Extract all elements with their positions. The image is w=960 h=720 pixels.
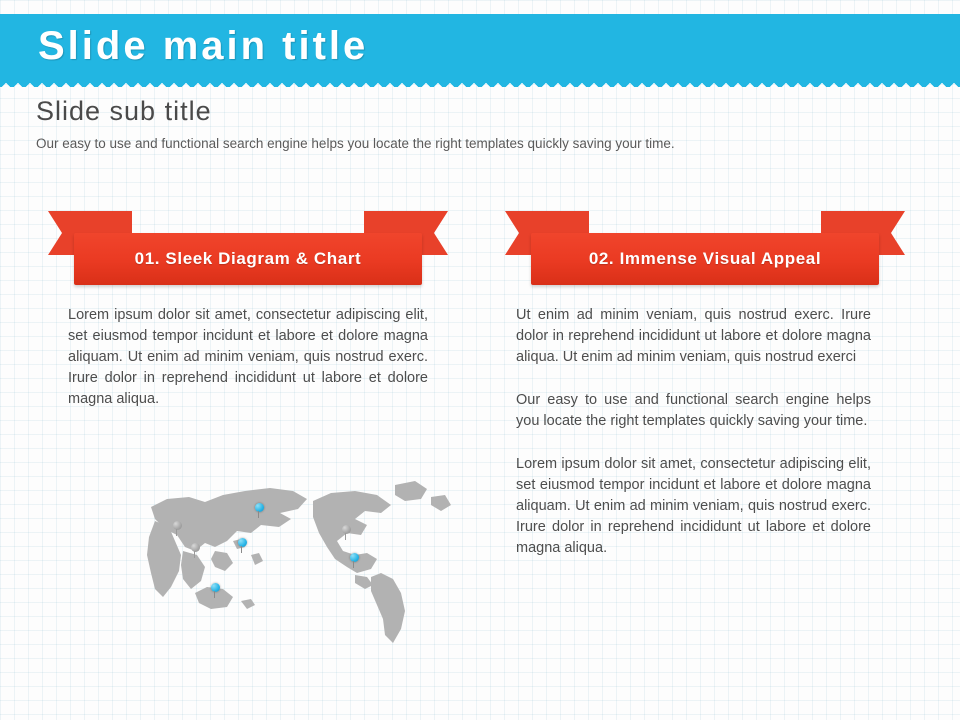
ribbon-label-1: 01. Sleek Diagram & Chart xyxy=(134,249,362,268)
ribbon-banner-2 xyxy=(505,205,905,285)
world-map-svg xyxy=(55,455,455,655)
header-zigzag-edge xyxy=(0,78,960,87)
marker-east-asia xyxy=(238,538,247,547)
world-map xyxy=(55,455,455,665)
marker-australia xyxy=(211,583,220,592)
ribbon-banner-1 xyxy=(48,205,448,285)
page-title: Slide main title xyxy=(38,24,369,68)
page-subtitle-description: Our easy to use and functional search engine helps you locate the right templates quickly saving your time. xyxy=(36,136,675,151)
marker-usa xyxy=(350,553,359,562)
ribbon-body-2 xyxy=(531,233,879,285)
page-subtitle: Slide sub title xyxy=(36,96,212,126)
marker-south-asia xyxy=(191,543,200,552)
marker-north-america xyxy=(342,525,351,534)
section-2-body xyxy=(516,305,871,559)
ribbon-label-2: 02. Immense Visual Appeal xyxy=(588,249,822,268)
ribbon-body-1 xyxy=(74,233,422,285)
marker-europe xyxy=(173,521,182,530)
marker-russia xyxy=(255,503,264,512)
section-2-paragraph-1: Ut enim ad minim veniam, quis nostrud exerc. Irure dolor in reprehend incididunt ut labore et dolore magna aliqua. Ut enim ad minim veniam, quis nostrud exerci xyxy=(516,307,871,365)
section-2-paragraph-2: Our easy to use and functional search engine helps you locate the right templates quickly saving your time. xyxy=(516,392,871,429)
section-2-paragraph-3: Lorem ipsum dolor sit amet, consectetur adipiscing elit, set eiusmod tempor incidunt et labore et dolore magna aliquam. Ut enim ad minim veniam, quis nostrud exerc. Irure dolor in reprehend incididunt ut labore et dolore magna aliqua. xyxy=(516,456,871,556)
section-1-body-text: Lorem ipsum dolor sit amet, consectetur adipiscing elit, set eiusmod tempor incidunt et labore et dolore magna aliquam. Ut enim ad minim veniam, quis nostrud exerc. Irure dolor in reprehend incididunt ut labore et dolore magna aliqua. xyxy=(68,307,428,407)
